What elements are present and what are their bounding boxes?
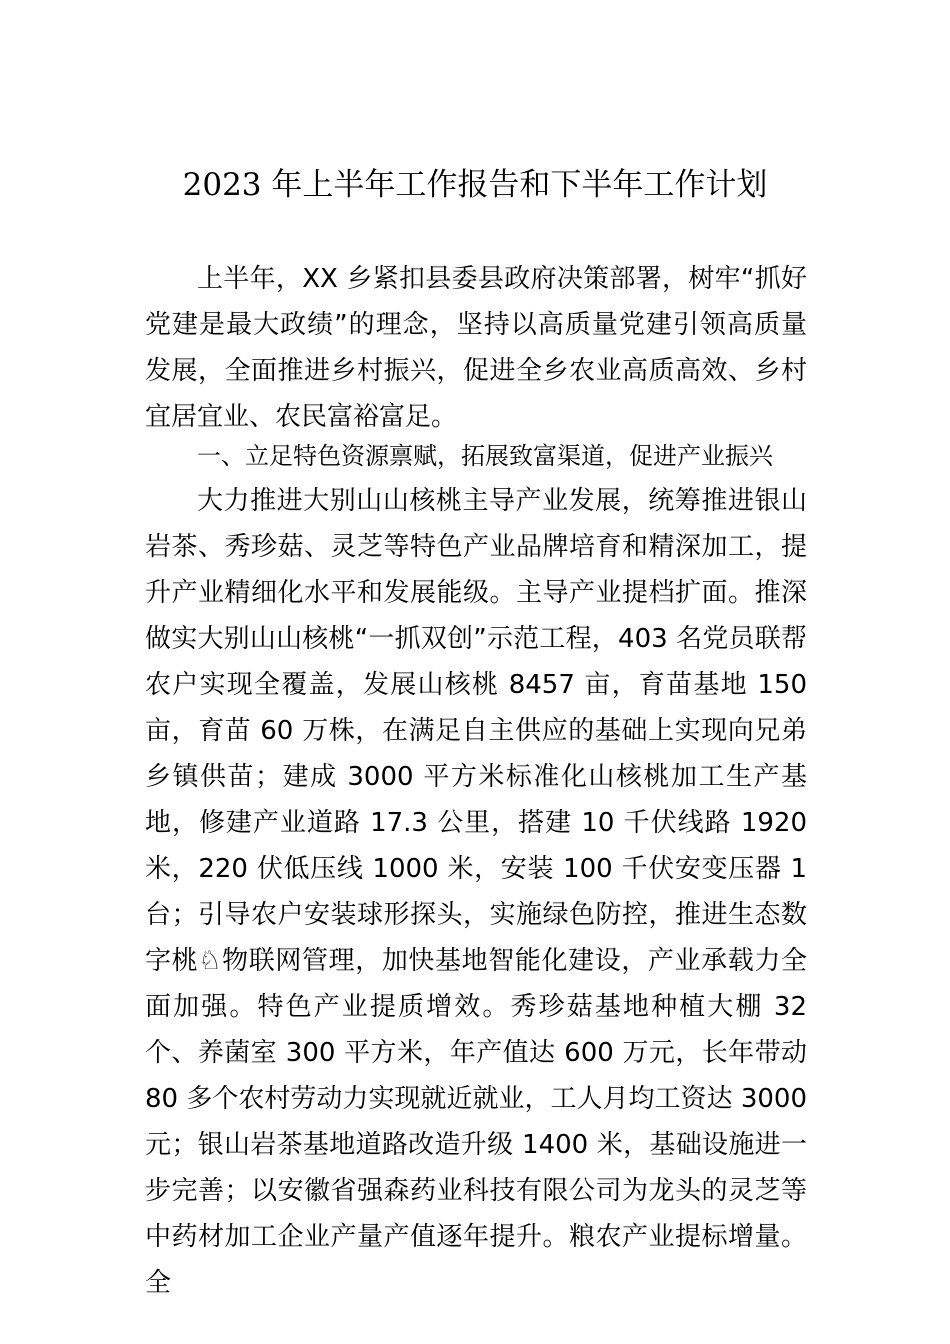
- intro-paragraph-block: [145, 256, 807, 440]
- section-1-heading: 一、立足特色资源禀赋，拓展致富渠道，促进产业振兴: [197, 442, 773, 470]
- section-1-paragraph: 大力推进大别山山核桃主导产业发展，统筹推进银山岩茶、秀珍菇、灵芝等特色产业品牌培育和精深加工，提升产业精细化水平和发展能级。主导产业提档扩面。推深做实大别山山核桃“一抓双创”示范工程，403 名党员联帮农户实现全覆盖，发展山核桃 8457 亩，育苗基地 150 亩，育苗 60 万株，在满足自主供应的基础上实现向兄弟乡镇供苗；建成 3000 平方米标准化山核桃加工生产基地，修建产业道路 17.3 公里，搭建 10 千伏线路 1920 米，220 伏低压线 1000 米，安装 100 千伏安变压器 1 台；引导农户安装球形探头，实施绿色防控，推进生态数字桃♘物联网管理，加快基地智能化建设，产业承载力全面加强。特色产业提质增效。秀珍菇基地种植大棚 32 个、养菌室 300 平方米，年产值达 600 万元，长年带动 80 多个农村劳动力实现就近就业，工人月均工资达 3000 元；银山岩茶基地道路改造升级 1400 米，基础设施进一步完善；以安徽省强森药业科技有限公司为龙头的灵芝等中药材加工企业产量产值逐年提升。粮农产业提标增量。全: [145, 486, 807, 1298]
- section-1-paragraph-block: [145, 478, 807, 1306]
- intro-paragraph: 上半年，XX 乡紧扣县委县政府决策部署，树牢“抓好党建是最大政绩”的理念，坚持以高质量党建引领高质量发展，全面推进乡村振兴，促进全乡农业高质高效、乡村宜居宜业、农民富裕富足。: [145, 264, 807, 432]
- document-title: 2023 年上半年工作报告和下半年工作计划: [182, 167, 768, 203]
